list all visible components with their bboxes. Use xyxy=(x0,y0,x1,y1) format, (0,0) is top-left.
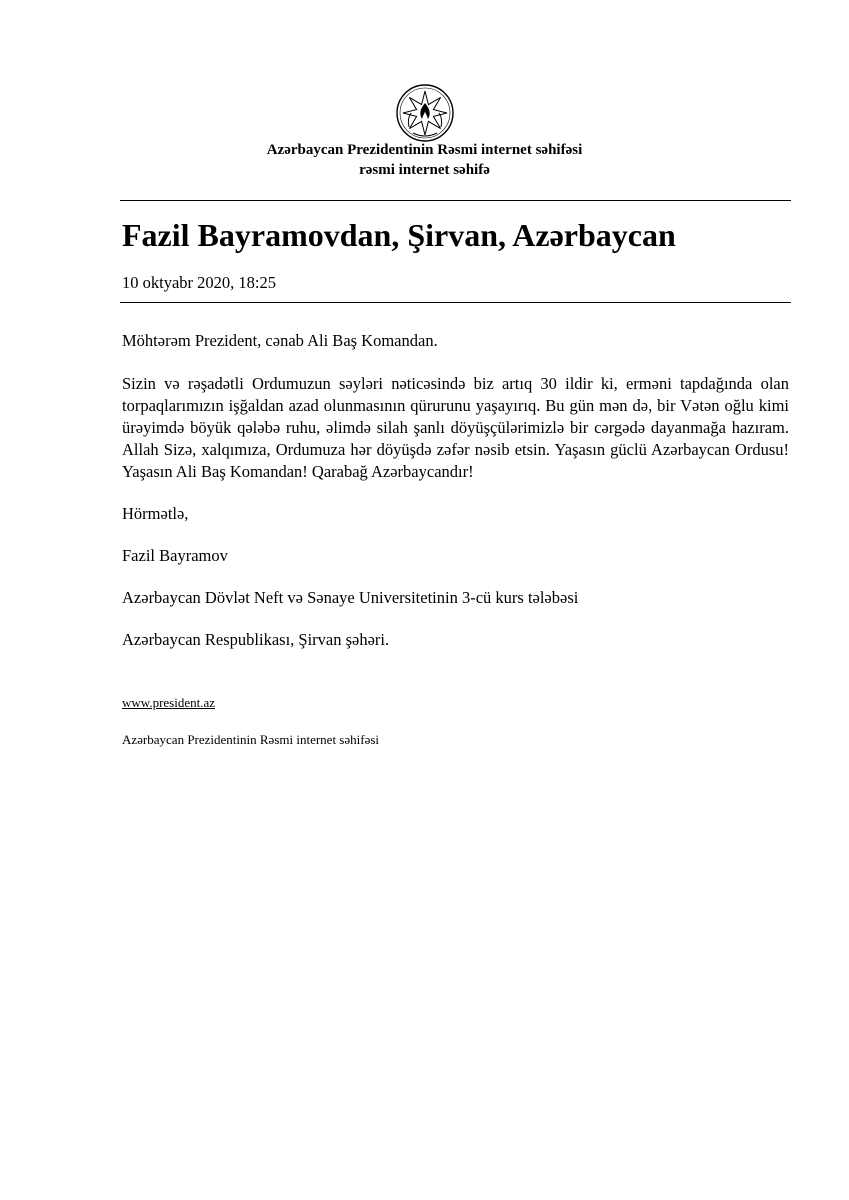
letter-paragraph: Sizin və rəşadətli Ordumuzun səyləri nəticəsində biz artıq 30 ildir ki, erməni tapdağında olan torpaqlarımızın işğaldan azad olunmasının qürurunu yaşayırıq. Bu gün mən də, bir Vətən oğlu kimi ürəyimdə böyük qələbə ruhu, əlimdə silah şanlı döyüşçülərimizlə bir cərgədə dayanmağa hazıram. Allah Sizə, xalqımıza, Ordumuza hər döyüşdə zəfər nəsib etsin. Yaşasın güclü Azərbaycan Ordusu! Yaşasın Ali Baş Komandan! Qarabağ Azərbaycandır! xyxy=(122,374,789,481)
divider-bottom xyxy=(120,302,791,303)
divider-top xyxy=(120,200,791,201)
publish-date: 10 oktyabr 2020, 18:25 xyxy=(122,273,276,292)
author-location: Azərbaycan Respublikası, Şirvan şəhəri. xyxy=(122,630,390,649)
author-name: Fazil Bayramov xyxy=(122,546,228,565)
closing: Hörmətlə, xyxy=(122,504,189,523)
site-subtitle-header: rəsmi internet səhifə xyxy=(359,162,490,178)
letter-body xyxy=(122,330,789,671)
site-name-header: Azərbaycan Prezidentinin Rəsmi internet səhifəsi xyxy=(266,142,583,158)
author-position: Azərbaycan Dövlət Neft və Sənaye Universitetinin 3-cü kurs tələbəsi xyxy=(122,588,579,607)
president-site-link[interactable]: www.president.az xyxy=(122,695,216,710)
azerbaijan-state-emblem-icon xyxy=(395,83,455,143)
page-title: Fazil Bayramovdan, Şirvan, Azərbaycan xyxy=(122,217,676,253)
salutation: Möhtərəm Prezident, cənab Ali Baş Komandan. xyxy=(122,331,438,350)
footer-site-name: Azərbaycan Prezidentinin Rəsmi internet səhifəsi xyxy=(122,732,380,747)
